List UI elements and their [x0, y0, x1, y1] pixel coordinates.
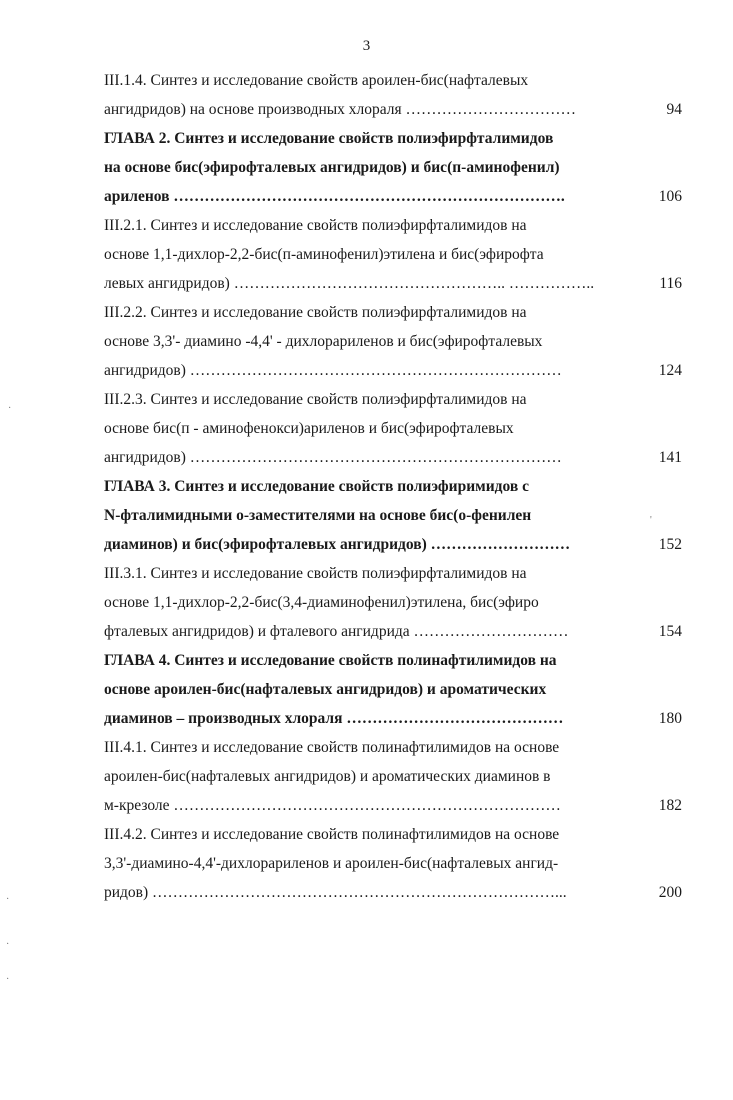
scan-speck: · — [6, 939, 10, 950]
toc-line: ангидридов) ……………………………………………………………… — [104, 449, 562, 466]
toc-page-number: 116 — [659, 275, 682, 292]
toc-chapter-entry — [104, 472, 682, 559]
toc-line: основе 3,3'- диамино -4,4' - дихлорариленов и бис(эфирофталевых — [104, 333, 543, 350]
toc-entry — [104, 66, 682, 124]
toc-line: ГЛАВА 2. Синтез и исследование свойств полиэфирфталимидов — [104, 130, 554, 147]
scan-speck: · — [8, 403, 12, 414]
toc-line: ариленов …………………………………………………………………. — [104, 188, 565, 205]
toc-page-number: 182 — [658, 797, 682, 814]
toc-line: III.3.1. Синтез и исследование свойств полиэфирфталимидов на — [104, 565, 527, 582]
toc-page-number: 152 — [658, 536, 682, 553]
toc-entry — [104, 733, 682, 820]
toc-line: основе 1,1-дихлор-2,2-бис(п-аминофенил)этилена и бис(эфирофта — [104, 246, 544, 263]
toc-line: основе 1,1-дихлор-2,2-бис(3,4-диаминофенил)этилена, бис(эфиро — [104, 594, 539, 611]
toc-entry — [104, 298, 682, 385]
toc-chapter-entry — [104, 646, 682, 733]
toc-page-number: 200 — [658, 884, 682, 901]
toc-line: на основе бис(эфирофталевых ангидридов) и бис(п-аминофенил) — [104, 159, 560, 176]
toc-line: диаминов) и бис(эфирофталевых ангидридов) ……………………… — [104, 536, 571, 553]
toc-line: III.4.2. Синтез и исследование свойств полинафтилимидов на основе — [104, 826, 560, 843]
toc-line: фталевых ангидридов) и фталевого ангидрида ………………………… — [104, 623, 569, 640]
scan-speck: ' — [650, 515, 652, 526]
toc-entry — [104, 559, 682, 646]
toc-page-number: 141 — [658, 449, 682, 466]
toc-line: ридов) ……………………………………………………………………... — [104, 884, 567, 901]
toc-line: левых ангидридов) …………………………………………….. …………….. — [104, 275, 595, 292]
toc-entry — [104, 820, 682, 907]
toc-line: ангидридов) ……………………………………………………………… — [104, 362, 562, 379]
toc-entry — [104, 211, 682, 298]
toc-page-number: 124 — [658, 362, 682, 379]
toc-chapter-entry — [104, 124, 682, 211]
page-number: 3 — [362, 38, 371, 54]
scan-speck: · — [6, 974, 10, 985]
table-of-contents — [104, 66, 682, 907]
toc-line: основе бис(п - аминофенокси)ариленов и бис(эфирофталевых — [104, 420, 514, 437]
toc-page-number: 106 — [658, 188, 682, 205]
toc-page-number: 180 — [658, 710, 682, 727]
toc-line: III.2.1. Синтез и исследование свойств полиэфирфталимидов на — [104, 217, 527, 234]
toc-line: ГЛАВА 4. Синтез и исследование свойств полинафтилимидов на — [104, 652, 557, 669]
toc-page-number: 154 — [658, 623, 682, 640]
toc-line: м-крезоле ………………………………………………………………… — [104, 797, 561, 814]
toc-line: диаминов – производных хлораля …………………………………… — [104, 710, 564, 727]
toc-page-number: 94 — [666, 101, 682, 118]
toc-entry — [104, 385, 682, 472]
toc-line: N-фталимидными о-заместителями на основе бис(о-фенилен — [104, 507, 532, 524]
toc-line: основе ароилен-бис(нафталевых ангидридов) и ароматических — [104, 681, 547, 698]
toc-line: ГЛАВА 3. Синтез и исследование свойств полиэфиримидов с — [104, 478, 529, 495]
toc-line: III.1.4. Синтез и исследование свойств ароилен-бис(нафталевых — [104, 72, 529, 89]
toc-line: III.4.1. Синтез и исследование свойств полинафтилимидов на основе — [104, 739, 560, 756]
toc-line: ароилен-бис(нафталевых ангидридов) и ароматических диаминов в — [104, 768, 551, 785]
toc-line: ангидридов) на основе производных хлораля …………………………… — [104, 101, 577, 118]
toc-line: 3,3'-диамино-4,4'-дихлорариленов и ароилен-бис(нафталевых ангид- — [104, 855, 559, 872]
toc-line: III.2.3. Синтез и исследование свойств полиэфирфталимидов на — [104, 391, 527, 408]
toc-line: III.2.2. Синтез и исследование свойств полиэфирфталимидов на — [104, 304, 527, 321]
scan-speck: · — [6, 894, 10, 905]
